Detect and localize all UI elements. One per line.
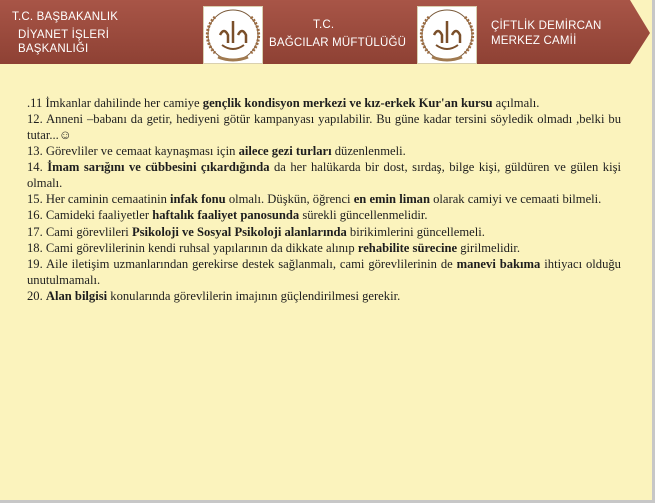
list-item-number: 13. xyxy=(27,144,46,159)
list-item-emphasis: Psikoloji ve Sosyal Psikoloji alanlarında xyxy=(131,224,347,239)
bullet-list xyxy=(27,96,621,305)
list-item-text: Anneni –babanı da getir, hediyeni götür kampanyası yapılabilir. Bu güne kadar tersini söyledik olmadı ,belki bu tutar...☺ xyxy=(27,112,621,142)
list-item-text: olarak camiyi ve cemaati bilmeli. xyxy=(429,192,602,207)
list-item-text: Her caminin cemaatinin xyxy=(45,192,171,207)
header-mosque-line1: ÇİFTLİK DEMİRCAN xyxy=(491,20,602,32)
list-item-text: Cami görevlileri xyxy=(45,224,132,239)
header-mosque-line2: MERKEZ CAMİİ xyxy=(491,35,577,47)
header-banner xyxy=(0,0,655,66)
list-item xyxy=(27,208,621,224)
list-item-number: 16. xyxy=(27,208,46,223)
list-item-text: Aile iletişim uzmanlarından gerekirse destek sağlanmalı, cami görevlilerinin de xyxy=(45,257,457,272)
diyanet-emblem-icon xyxy=(204,7,262,63)
header-org-line3: BAŞKANLIĞI xyxy=(18,43,89,55)
list-item-emphasis: haftalık faaliyet panosunda xyxy=(152,208,300,223)
list-item xyxy=(27,241,621,257)
list-item-text: açılmalı. xyxy=(492,96,540,110)
list-item-emphasis: Alan bilgisi xyxy=(45,288,108,303)
list-item-text: Görevliler ve cemaat kaynaşması için xyxy=(45,144,239,159)
list-item-number: 12. xyxy=(27,112,46,127)
list-item-text: olmalı. Düşkün, öğrenci xyxy=(225,192,354,207)
list-item-text: düzenlenmeli. xyxy=(331,144,406,159)
list-item xyxy=(27,160,621,191)
diyanet-logo-left xyxy=(203,6,263,64)
header-mufti-office: BAĞCILAR MÜFTÜLÜĞÜ xyxy=(269,37,407,49)
list-item xyxy=(27,112,621,143)
list-item-emphasis: gençlik kondisyon merkezi ve kız-erkek Kur'an kursu xyxy=(202,96,493,110)
list-item-number: .11 xyxy=(27,96,46,110)
header-org-line1: T.C. BAŞBAKANLIK xyxy=(12,11,119,23)
list-item-text: da her halükarda bir dost, sırdaş, bilge kişi, güldüren ve gülen kişi olmalı. xyxy=(27,160,621,191)
list-item xyxy=(27,225,621,241)
list-item xyxy=(27,257,621,288)
list-item xyxy=(27,192,621,208)
header-org-line2: DİYANET İŞLERİ xyxy=(18,29,110,41)
list-item-emphasis: en emin liman xyxy=(353,192,430,207)
list-item-emphasis: ailece gezi turları xyxy=(238,144,332,159)
list-item-text: Cami görevlilerinin kendi ruhsal yapılarının da dikkate alınıp xyxy=(45,240,358,255)
list-item-number: 14. xyxy=(27,160,48,175)
list-item-text: sürekli güncellenmelidir. xyxy=(299,208,428,223)
list-item-text: ihtiyacı olduğu unutulmamalı. xyxy=(27,257,621,287)
list-item xyxy=(27,289,621,305)
list-item-emphasis: İmam sarığını ve cübbesini çıkardığında xyxy=(47,160,270,175)
list-item-number: 19. xyxy=(27,257,46,272)
list-item-number: 18. xyxy=(27,240,46,255)
list-item xyxy=(27,144,621,160)
list-item-number: 17. xyxy=(27,224,46,239)
list-item-emphasis: rehabilite sürecine xyxy=(357,240,458,255)
list-item-text: İmkanlar dahilinde her camiye xyxy=(45,96,203,110)
list-item-text: konularında görevlilerin imajının güçlendirilmesi gerekir. xyxy=(107,288,401,303)
list-item-emphasis: infak fonu xyxy=(170,192,226,207)
list-item-number: 15. xyxy=(27,192,46,207)
diyanet-emblem-icon xyxy=(418,7,476,63)
list-item-text: birikimlerini güncellemeli. xyxy=(346,224,485,239)
list-item-emphasis: manevi bakıma xyxy=(456,257,541,272)
list-item-text: girilmelidir. xyxy=(457,240,521,255)
diyanet-logo-right xyxy=(417,6,477,64)
list-item-number: 20. xyxy=(27,288,46,303)
list-item-text: Camideki faaliyetler xyxy=(45,208,153,223)
list-item xyxy=(27,96,621,112)
header-country: T.C. xyxy=(313,19,335,31)
